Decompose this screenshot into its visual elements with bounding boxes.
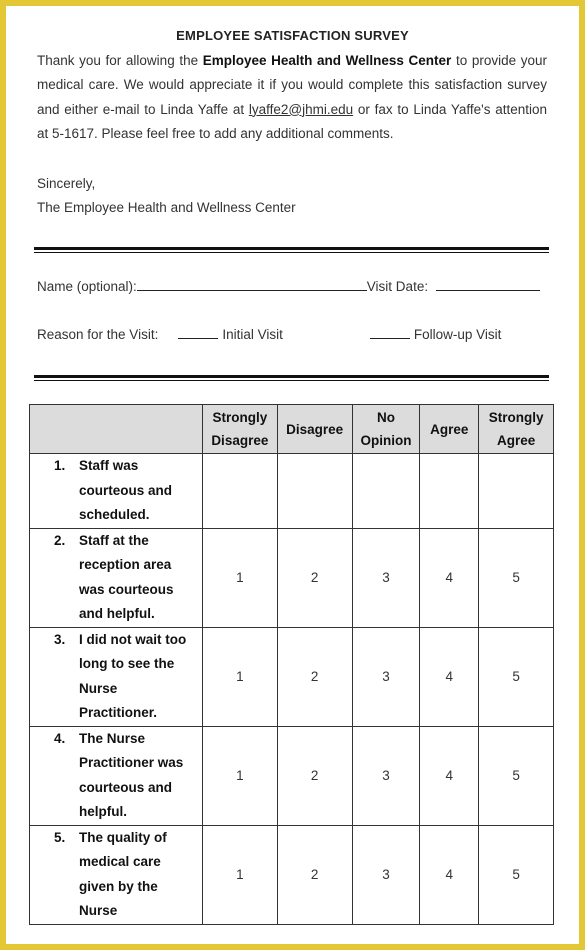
survey-title: EMPLOYEE SATISFACTION SURVEY (176, 28, 409, 43)
rating-cell[interactable]: 2 (277, 627, 352, 726)
header-agree: Agree (420, 405, 479, 454)
name-date-row (37, 278, 540, 294)
rating-cell[interactable]: 2 (277, 528, 352, 627)
question-cell (30, 627, 203, 726)
intro-text-2: to provide your medical care. We would appreciate it if you would complete this satisfaction survey and either e-mail to Linda Yaffe at (37, 53, 548, 117)
question-cell (30, 825, 203, 924)
rating-cell[interactable]: 1 (202, 528, 277, 627)
table-row (30, 454, 554, 529)
question-cell (30, 726, 203, 825)
rating-cell[interactable]: 5 (479, 627, 554, 726)
rating-cell[interactable] (352, 454, 420, 529)
rating-cell[interactable]: 3 (352, 825, 420, 924)
email-link[interactable]: lyaffe2@jhmi.edu (248, 101, 354, 117)
rating-cell[interactable]: 5 (479, 726, 554, 825)
visit-date-label: Visit Date: (366, 279, 429, 294)
name-label: Name (optional): (37, 279, 137, 294)
initial-visit-checkbox[interactable] (178, 326, 218, 339)
table-row (30, 528, 554, 627)
rating-cell[interactable]: 2 (277, 825, 352, 924)
center-name: Employee Health and Wellness Center (202, 53, 452, 68)
header-blank (30, 405, 203, 454)
rating-cell[interactable]: 4 (420, 627, 479, 726)
question-cell (30, 454, 203, 529)
question-text: Staff was courteous and scheduled. (79, 458, 173, 522)
survey-page (6, 6, 579, 944)
double-rule-bottom (34, 375, 549, 378)
rating-cell[interactable] (479, 454, 554, 529)
rating-cell[interactable]: 4 (420, 825, 479, 924)
rating-cell[interactable]: 1 (202, 825, 277, 924)
question-text: The Nurse Practitioner was courteous and helpful. (79, 730, 184, 819)
rating-cell[interactable]: 2 (277, 726, 352, 825)
table-header-row (30, 405, 554, 454)
header-no-opinion: No Opinion (352, 405, 420, 454)
rating-cell[interactable]: 5 (479, 528, 554, 627)
followup-visit-label: Follow-up Visit (413, 327, 502, 342)
header-strongly-agree: Strongly Agree (479, 405, 554, 454)
intro-text-3: or fax to Linda Yaffe's attention at 5-1617. Please feel free to add any additional comments. (37, 101, 547, 141)
question-number: 4. (54, 730, 66, 746)
closing-block (37, 172, 296, 220)
question-number: 3. (54, 631, 66, 647)
question-text: I did not wait too long to see the Nurse Practitioner. (79, 631, 187, 720)
double-rule-top (34, 247, 549, 250)
rating-cell[interactable]: 1 (202, 726, 277, 825)
initial-visit-label: Initial Visit (222, 327, 283, 342)
table-row (30, 726, 554, 825)
followup-visit-checkbox[interactable] (370, 326, 410, 339)
rating-cell[interactable]: 3 (352, 627, 420, 726)
question-number: 5. (54, 829, 66, 845)
rating-cell[interactable]: 1 (202, 627, 277, 726)
table-row (30, 825, 554, 924)
rating-cell[interactable]: 5 (479, 825, 554, 924)
visit-date-field[interactable] (436, 278, 540, 291)
reason-row (37, 326, 501, 342)
rating-cell[interactable] (277, 454, 352, 529)
signature: The Employee Health and Wellness Center (37, 200, 296, 215)
question-number: 2. (54, 532, 66, 548)
rating-cell[interactable]: 4 (420, 528, 479, 627)
rating-cell[interactable]: 3 (352, 726, 420, 825)
question-cell (30, 528, 203, 627)
survey-table (29, 404, 554, 925)
question-text: The quality of medical care given by the Nurse (79, 829, 167, 918)
intro-paragraph (37, 49, 547, 146)
sign-off: Sincerely, (37, 176, 96, 191)
rating-cell[interactable] (420, 454, 479, 529)
question-text: Staff at the reception area was courteous and helpful. (79, 532, 174, 621)
rating-cell[interactable] (202, 454, 277, 529)
rating-cell[interactable]: 3 (352, 528, 420, 627)
question-number: 1. (54, 458, 66, 473)
name-field[interactable] (137, 278, 367, 291)
header-strongly-disagree: Strongly Disagree (202, 405, 277, 454)
reason-label: Reason for the Visit: (37, 327, 159, 342)
rating-cell[interactable]: 4 (420, 726, 479, 825)
intro-text-1: Thank you for allowing the (37, 53, 203, 68)
table-row (30, 627, 554, 726)
header-disagree: Disagree (277, 405, 352, 454)
